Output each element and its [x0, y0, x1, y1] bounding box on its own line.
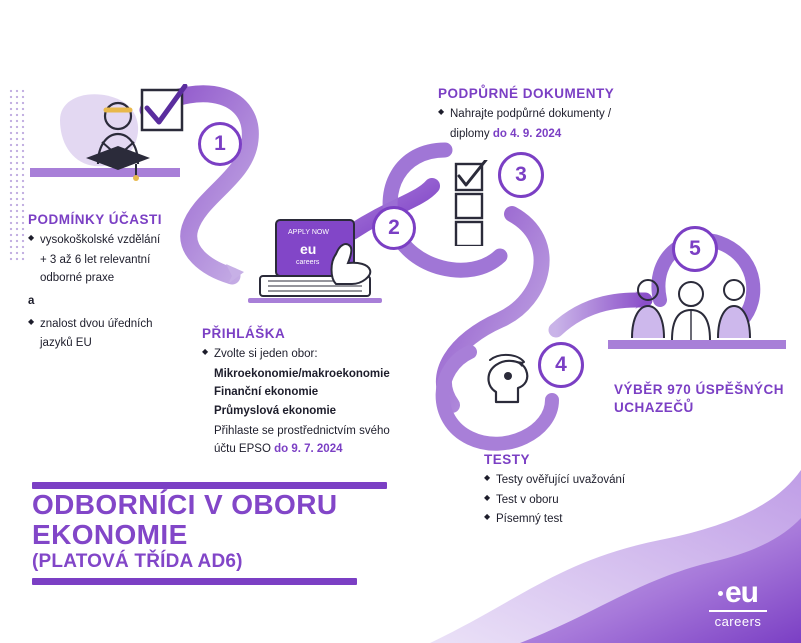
step-2-line-3: Finanční ekonomie	[214, 386, 319, 399]
step-2-deadline: do 9. 7. 2024	[274, 443, 343, 456]
head-thinking-icon	[478, 350, 542, 414]
step-1-line-1: ◆ vysokoškolské vzdělání	[28, 232, 228, 249]
step-1-body	[28, 232, 228, 354]
step-1-line-3: odborné praxe	[40, 272, 115, 285]
step-4-line-1: ◆ Testy ověřující uvažování	[484, 472, 724, 489]
step-5-title-2: UCHAZEČŮ	[614, 400, 694, 415]
step-1-line-4: a	[28, 295, 35, 308]
logo-divider	[709, 610, 767, 612]
headline-line-2: EKONOMIE	[32, 518, 188, 550]
step-number-5: 5	[672, 226, 718, 272]
checklist-icon	[452, 160, 504, 246]
step-number-2: 2	[372, 206, 416, 250]
step-2-line-1: ◆ Zvolte si jeden obor:	[202, 346, 442, 363]
step-2-title: PŘIHLÁŠKA	[202, 326, 286, 341]
step-3-body	[438, 106, 678, 144]
checkbox-checked-icon	[138, 84, 190, 136]
step-1-line-6: jazyků EU	[40, 337, 92, 350]
step-3-line-1: ◆ Nahrajte podpůrné dokumenty /	[438, 106, 678, 123]
step-2-line-6-text: účtu EPSO	[214, 443, 275, 456]
svg-text:eu: eu	[300, 241, 317, 257]
step-2-line-5: Přihlaste se prostřednictvím svého	[214, 424, 390, 437]
step-2-line-2: Mikroekonomie/makroekonomie	[214, 367, 390, 380]
step-3-title: PODPŮRNÉ DOKUMENTY	[438, 86, 615, 101]
headline-line-3: (PLATOVÁ TŘÍDA AD6)	[32, 551, 243, 573]
logo-dot-icon	[718, 591, 723, 596]
step-5-title: VÝBĚR 970 ÚSPĚŠNÝCH	[614, 382, 785, 397]
headline-line-1: ODBORNÍCI V OBORU	[32, 489, 338, 520]
logo-eu-text	[693, 575, 783, 609]
page-title	[32, 490, 432, 572]
svg-text:APPLY NOW: APPLY NOW	[288, 229, 329, 236]
headline-rule-bottom	[32, 578, 357, 585]
step-2-line-6	[202, 441, 442, 458]
step-number-4: 4	[538, 342, 584, 388]
step-1-line-5: ◆ znalost dvou úředních	[28, 316, 228, 333]
step-2-line-4: Průmyslová ekonomie	[214, 405, 337, 418]
logo-careers-label: careers	[714, 613, 762, 629]
step-3-deadline: do 4. 9. 2024	[492, 127, 562, 140]
logo-eu-label: eu	[724, 575, 758, 609]
step-1-title: PODMÍNKY ÚČASTI	[28, 212, 163, 227]
step-3-line-2-text: diplomy	[450, 127, 493, 140]
step-4-title: TESTY	[484, 452, 531, 467]
step-number-1: 1	[198, 122, 242, 166]
step-4-line-2: ◆ Test v oboru	[484, 492, 724, 509]
headline-rule-top	[32, 482, 387, 489]
svg-text:careers: careers	[296, 259, 320, 266]
step-1-line-2: + 3 až 6 let relevantní	[40, 253, 151, 266]
step-4-body	[484, 472, 724, 531]
step-number-3: 3	[498, 152, 544, 198]
people-group-icon	[626, 272, 756, 344]
step-4-line-3: ◆ Písemný test	[484, 511, 724, 528]
laptop-apply-icon	[240, 218, 390, 318]
step-3-line-2	[438, 126, 678, 143]
step-2-body	[202, 346, 442, 460]
eu-careers-logo	[693, 575, 783, 629]
